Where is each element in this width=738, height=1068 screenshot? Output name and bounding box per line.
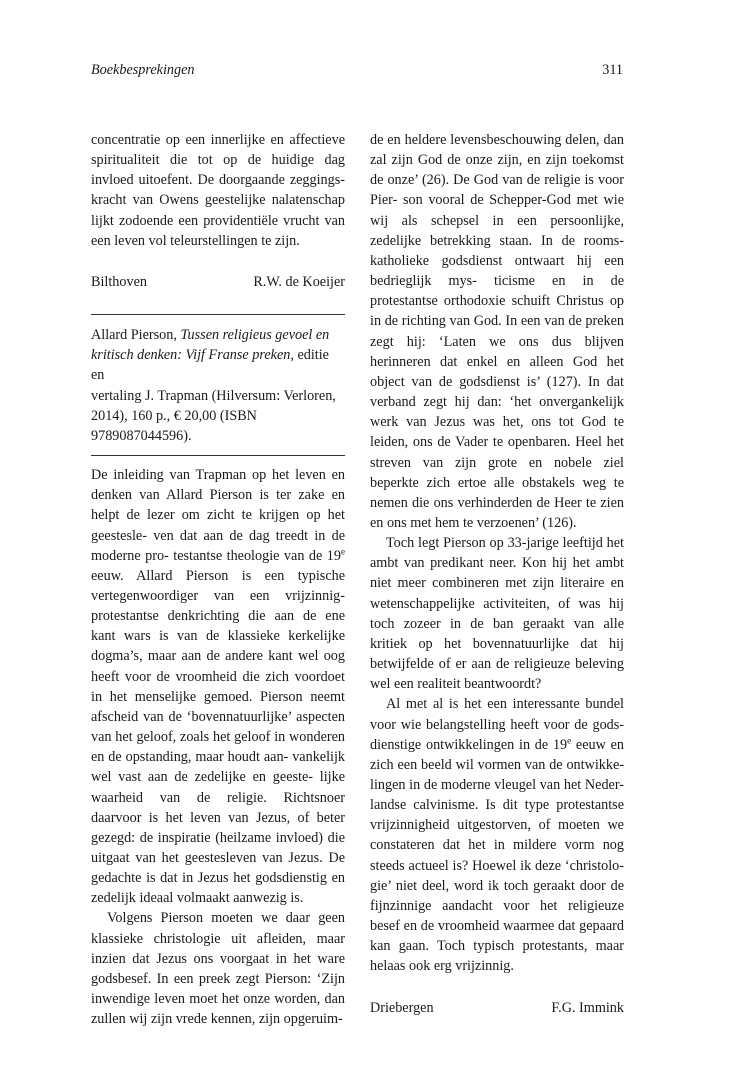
text-line: gie’ niet deel, word ik toch geraakt door de	[370, 877, 624, 894]
text-line: ven dat aan de dag treedt in de moderne pro-	[91, 527, 345, 564]
running-title: Boekbesprekingen	[91, 62, 195, 78]
text-line: wel oog heeft voor de vroomheid die zich	[91, 648, 345, 685]
text-line: klassieke christologie uit afleiden, maar	[91, 930, 345, 947]
text-line: dus blijven herinneren dat enkel en alleen	[370, 333, 625, 370]
biblio-isbn: 9789087044596).	[91, 427, 192, 444]
biblio-line: 2014), 160 p., € 20,00 (ISBN	[91, 407, 257, 424]
intro-paragraph	[91, 130, 345, 251]
running-header	[91, 62, 623, 84]
text-line: inzien dat Jezus ons voorgaat in het ware	[91, 950, 345, 967]
text-line: voordoet in het menselijke gemoed. Pierson	[91, 668, 345, 705]
text-line: landse calvinisme. Is dit type protestantse	[370, 797, 624, 814]
biblio-author: Allard Pierson,	[91, 327, 181, 344]
text-line: kracht van Owens geestelijke nalatenschap	[91, 192, 345, 209]
text-line: er aan de religieuze beleving wel een realiteit	[370, 656, 624, 693]
text-line: godsdienst ontwaart hij een bedrieglijk mys-	[370, 252, 625, 290]
text-line: uitgaat van het geestesleven van Jezus. De	[91, 850, 345, 866]
text-line: en de vroomheid waarmee dat gepaard kan	[370, 918, 624, 955]
left-column	[91, 130, 345, 1029]
text-line: zal zijn God de onze zijn, en zijn toekomst de	[370, 152, 624, 189]
text-line: constateren dat het in mildere vorm nog	[370, 837, 624, 854]
reviewer-name: F.G. Immink	[551, 999, 624, 1016]
text-line: dienstige ontwikkelingen in de 19	[370, 736, 568, 753]
body-paragraph	[370, 694, 624, 976]
text-line: gaan. Toch typisch protestants, maar helaas	[370, 938, 624, 975]
text-line: Toch legt Pierson op 33-jarige leeftijd het	[386, 535, 624, 552]
body-paragraph	[91, 908, 345, 1029]
page-number: 311	[602, 62, 623, 78]
text-line: gedachte is dat in Jezus het godsdienstig en	[91, 870, 345, 887]
text-line: godsbesef. In een preek zegt Pierson: ‘Zijn	[91, 970, 345, 987]
biblio-title: Tussen religieus gevoel en kritisch denken: Vijf Franse preken	[91, 327, 330, 364]
text-line: betrekking staan. In de rooms-katholieke	[370, 232, 624, 269]
biblio-edition: , editie en	[91, 347, 329, 384]
body-paragraph	[370, 130, 624, 533]
text-line: hem te verzoenen’ (126).	[435, 514, 577, 531]
text-line: voor wie belangstelling heeft voor de gods-	[370, 716, 624, 733]
text-line: vankelijk wel vast aan de zedelijke en geeste-	[91, 749, 345, 786]
text-line: denken van Allard Pierson is ter zake en helpt	[91, 487, 345, 524]
text-line: De inleiding van Trapman op het leven en	[91, 467, 345, 484]
text-line: niet meer combineren met zijn literaire en	[370, 575, 624, 592]
text-line: neemt afscheid van de ‘bovennatuurlijke’	[91, 688, 345, 725]
text-line: vrijzinnigheid uitgestorven, of moeten we	[370, 817, 624, 834]
text-line: Al met al is het een interessante bundel	[386, 696, 624, 713]
text-line: daarvoor is het leven van Jezus, of beter	[91, 809, 345, 826]
text-line: aspecten van het geloof, zoals het geloof in	[91, 708, 346, 746]
review-place: Driebergen	[370, 999, 434, 1016]
text-line: inwendige leven moet het onze worden, dan	[91, 991, 345, 1008]
text-line: concentratie op een innerlijke en affectieve	[91, 132, 345, 148]
reviewer-name: R.W. de Koeijer	[253, 273, 345, 290]
superscript: e	[341, 545, 345, 556]
review-signature	[370, 998, 624, 1018]
text-line: steeds actueel is? Hoewel ik deze ‘christolo-	[370, 857, 624, 874]
text-line: de lezer om zicht te krijgen op het geestesle-	[91, 507, 345, 544]
text-line: beantwoordt?	[464, 676, 542, 693]
text-line: In een van de preken zegt hij: ‘Laten we ons	[370, 313, 625, 350]
text-line: ticisme en in de protestantse orthodoxie	[370, 273, 625, 310]
text-line: zullen wij zijn vrede kennen, zijn opgeruim-	[91, 1011, 343, 1028]
text-line: ook erg vrijzinnig.	[409, 958, 514, 975]
text-line: lingen in de moderne vleugel van het Neder-	[370, 777, 624, 793]
text-line: eeuw. Allard	[91, 567, 173, 584]
text-line: invloed uitoefent. De doorgaande zeggings-	[91, 172, 345, 189]
text-line: een leven vol teleurstellingen te zijn.	[91, 232, 300, 249]
text-line: de en heldere levensbeschouwing delen, dan	[370, 132, 624, 148]
text-line: ons de Vader te openbaren. Heel het streven	[370, 434, 624, 471]
right-column	[370, 130, 624, 1018]
text-line: God het object van de godsdienst is’ (127). In	[370, 353, 624, 390]
text-line: schuift Christus op in de richting van God.	[370, 293, 625, 330]
text-line: ertoe alle obstakels weg te nemen die ons	[370, 474, 624, 511]
text-line: van zijn grote en nobele ziel beperkte zich	[370, 454, 624, 491]
text-line: zedelijk ideaal volmaakt aanwezig is.	[91, 890, 304, 907]
text-line: van een vrijzinnig-protestantse denkrichting	[91, 587, 345, 625]
text-line: wonderen en de opstanding, maar houdt aan-	[91, 729, 345, 766]
text-line: gezegd: de inspiratie (heilzame invloed) die	[91, 829, 345, 846]
text-line: testantse theologie van de 19	[173, 547, 341, 564]
text-line: spiritualiteit die tot op de huidige dag	[91, 152, 345, 169]
text-line: Volgens Pierson moeten we daar geen	[107, 910, 345, 927]
review-signature	[91, 272, 345, 292]
body-paragraph	[370, 533, 624, 694]
text-line: Pierson is een typische vertegenwoordiger	[91, 567, 346, 604]
text-line: kerkelijke dogma’s, maar aan de andere kant	[91, 628, 345, 665]
body-paragraph	[91, 465, 345, 908]
text-line: werk van Jezus was het, ons tot God te leiden,	[370, 414, 624, 451]
text-line: verhinderden de Heer te zien en ons met	[370, 494, 625, 531]
text-line: eeuw en	[571, 736, 624, 753]
text-line: die aan de ene kant wars is van de klassieke	[91, 608, 345, 645]
review-place: Bilthoven	[91, 273, 147, 290]
text-line: lijke waarheid van de religie. Richtsnoer	[91, 769, 346, 806]
text-line: lijkt zodoende een providentiële vrucht van	[91, 212, 345, 229]
text-line: schepsel in een persoonlijke, zedelijke	[370, 212, 625, 249]
biblio-line: vertaling J. Trapman (Hilversum: Verloren,	[91, 387, 336, 404]
biblio-text	[91, 325, 345, 446]
text-line: ambt van predikant neer. Kon hij het ambt	[370, 555, 624, 572]
text-line: dat verband zegt hij dan: ‘het onvergankelijk	[370, 373, 624, 411]
text-line: wetenschappelijke activiteiten, of was hij	[370, 595, 624, 612]
bibliographic-entry	[91, 315, 345, 455]
text-line: toch zozeer in de ban geraakt van alle kritiek	[370, 615, 624, 652]
text-line: op het bovennatuurlijke dat hij betwijfelde of	[370, 635, 625, 673]
superscript: e	[567, 734, 572, 745]
text-line: fijnzinnige aandacht voor het religieuze besef	[370, 897, 624, 935]
text-line: son vooral de Schepper-God met wie wij als	[370, 192, 624, 229]
text-line: zich een beeld wil vormen van de ontwikke-	[370, 756, 624, 773]
text-line: onze’ (26). De God van de religie is voor Pier-	[370, 172, 624, 209]
